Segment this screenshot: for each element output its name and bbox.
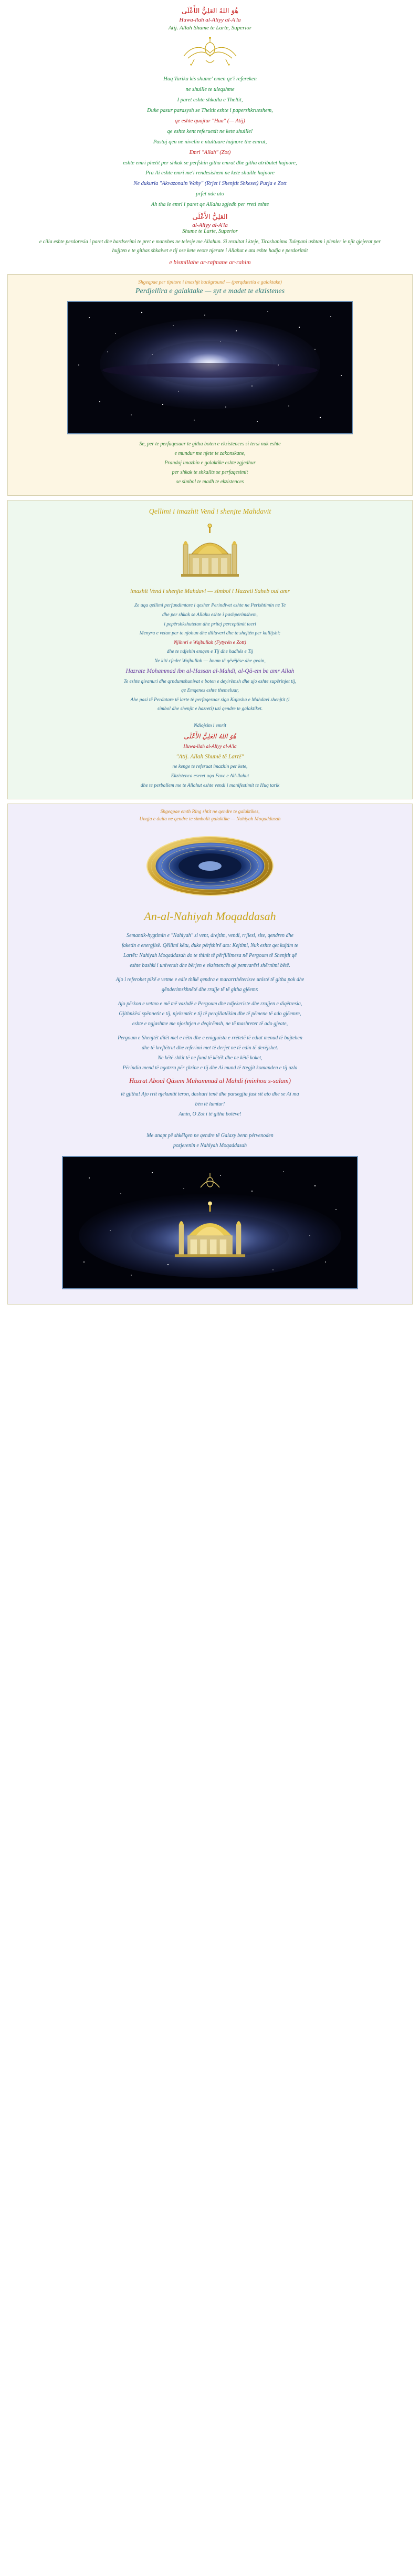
header-poem [21, 74, 399, 210]
name-arabic: العَلِيُّ الأَعْلَى [192, 213, 228, 222]
nahiyah-hazrat-line: Hazrat Aboul Qāsem Muhammad al Mahdi (minhou s-salam) [129, 1077, 291, 1085]
body-line: Ne këtë shkit të ne fund të këtëk dhe ne këtë koket, [158, 1055, 262, 1061]
shrine-subtitle-line: imazhit Vend i shenjte Mahdavi — simbol i Hazreti Saheb oul amr [130, 588, 290, 595]
poem-line: Ne dukuria "Akvazonain Wahy" (Rrjet i Shenjtit Shkeset) Purja e Zott [133, 181, 287, 187]
golden-dome-shrine-image [17, 522, 403, 582]
poem-line: Ah tha ie emri i paret qe Allahu zgjedh per rreti eshte [151, 202, 269, 208]
panel-shrine-body [17, 601, 403, 714]
body-line: eshte bashki i universit dhe bërjen e ekzistencës që pemvarësi shërnimi bëtë. [130, 963, 290, 969]
body-line: eshte e ngjashme me njoshtjen e deqirëmsh, ne të mashreter të ado gjeate, [132, 1021, 288, 1027]
panel-shrine [7, 500, 413, 799]
header-arabic-title: هُوَ اللهُ العَلِيُّ الأَعْلَى [181, 7, 239, 15]
closing-arabic: هُوَ اللهُ العَلِيُّ الأَعْلَى [184, 733, 236, 741]
body-line: Te eshte qivanuri dhe qrndumshunivat e boten e deyirëmsh dhe ujo eshte supërinjet tij, [123, 679, 297, 684]
panel-shrine-subtitle [17, 586, 403, 597]
panel-nahiyah [7, 804, 413, 1305]
panel-nahiyah-subnote: Unqja e duita ne qendre te simbolit galaktike — Nahiyah Moqaddasah [139, 817, 281, 822]
caption-line: per shkak te shkallts se perfaqesimit [172, 470, 248, 476]
body-line: dhe per shkak se Allahu eshte i pashperimshem, [162, 612, 258, 618]
header-paragraph: e cilia eshte perdoresia i paret dhe bardserimi te pret e manxhes ne telesje me Allahun. Si rezultat i kteje, Tirashanima Tulepani ushtan i plenler ie njit qjejerat per hujjten e te githas shkaivet e tij ose kete eeote njerate i Allahut e ata eshte hadja e perdorimit [39, 239, 381, 254]
footer-line: Me anapt pë shkëlqen ne qendre të Galaxy benn pérvenoden [146, 1133, 274, 1139]
poem-line: Huq Tarika kis shume' emen qe'i refereken [163, 76, 257, 82]
body-line: Pergoum e Shenjtët ditët mel e nëtn dhe e enigjuista e rrëtetë të ediat menud të bajtehen [118, 1035, 302, 1041]
panel-galaxy-caption [17, 440, 403, 487]
body-line: dhe te ndjehin emqen e Tij dhe hadhës e Tij [166, 649, 254, 655]
footer-line: pozjerenin e Nahiyah Moqaddasah [173, 1143, 247, 1149]
panel-galaxy [7, 274, 413, 496]
nahiyah-body-2 [17, 1089, 403, 1123]
body-line: Ajo i referohet pikë e vetme e edie thikë qendra e mararrthëterisve unistë të githa pok dhe [116, 977, 304, 983]
poem-line: Duke pasur parasysh se Theltit eshte i papershkrueshem, [147, 107, 273, 113]
panel-nahiyah-note: Shgeqpae emth Ring shtit ne qendre te galaktikes, [160, 809, 260, 815]
header-block [0, 0, 420, 274]
panel-galaxy-note: Shgeqpae per tipitore i imazhjt background — (perqdatetia e galaktake) [138, 280, 282, 286]
closing-label: Ndiojsim i emrit [194, 723, 226, 728]
body-line: Semantik-hygtimin e "Nahiyah" si vent, drejtim, vendi, rrjiesi, site, qendren dhe [127, 933, 293, 939]
body-line: Lartët: Nahiyah Moqaddasah do te thinit të përfillimesa në Pergoum të Shenjtit që [123, 953, 297, 959]
body-line: bën të lumtur! [195, 1101, 225, 1108]
header-translation: Atij. Allah Shume te Larte, Superior [168, 25, 252, 31]
poem-line: prfet nde ato [196, 191, 224, 197]
caption-line: e mundur me njete te zakonskane, [174, 451, 246, 457]
body-line: Hazrate Mohammad ibn al-Hassan al-Mahdi, al-Qā-em be amr Allah [125, 668, 295, 675]
body-line: qe Emqenes eshte themeluar, [181, 688, 239, 694]
body-line: Menyra e vetan per te njohun dhe dillaveri dhe te shejtën per kullijshi: [139, 631, 281, 637]
closing-line-2: ne kenge te referuat imazhin per kete, [172, 764, 248, 770]
caption-line: se simbol te madh te ekzistences [176, 479, 244, 485]
poem-line: qe eshte quajtur "Hua" (— Atij) [175, 118, 245, 124]
body-line: gënderimskhnëtë dhe rrajje të të githa gjëemr. [161, 987, 259, 993]
panel-shrine-closing [17, 722, 403, 790]
body-line: Ajo përkon e vetmo e më më vazhdë e Pergoum dhe ndjekeriste dhe rrajjen e diqëtresia, [118, 1001, 302, 1007]
name-translation: Shume te Larte, Superior [182, 228, 238, 235]
caption-line: Se, per te perfaqesuar te githa boten e ekzistences si tersi nuk eshte [139, 441, 281, 447]
panel-galaxy-title: Perdjellira e galaktake — syt e madet te ekzistenes [135, 287, 285, 296]
body-line: Njihnri e Wajbullah (Fytyrën e Zott) [174, 640, 246, 645]
nahiyah-footer [17, 1131, 403, 1151]
poem-line: qe eshte kent referuesit ne kete shuille! [167, 128, 253, 134]
body-line: Ahe pasi të Perdatare të larte të perfaqesuar siga Kajasha e Mahdavi shenjtit (i [130, 697, 290, 703]
bismillah-calligraphy-ornament [178, 35, 242, 69]
golden-shrine-in-galaxy-image [62, 1156, 358, 1289]
nahiyah-title: An-al-Nahiyah Moqaddasah [144, 910, 276, 923]
body-line: i pepërshkshutetan dhe pritej perceptimit teeri [164, 621, 256, 627]
nahiyah-body [17, 931, 403, 1073]
poem-line: Emri "Allah" (Zot) [189, 149, 231, 155]
poem-line: Pastaj qen ne nivelin e ntultuare hujnore the emrat, [153, 139, 267, 145]
body-line: Ne kiti cfedet Wajbullah — Imam të qëvëjëse dhe gvain, [154, 658, 266, 664]
body-line: Gjithnkësi spënnetit e tij, njeksmtët e tij të perqillatëkim dhe të pëmene të ado gjëemre, [119, 1011, 301, 1017]
body-line: Ze uqa qellimi perfundimtare i qesher Perindivet eshte ne Perishtimin ne Te [134, 603, 286, 609]
poem-line: Pra Ai eshte emri me'i rendesishem ne kete shuille hujnore [145, 170, 275, 176]
body-line: faketin e energjisë. Qëllimi këtu, duke përfshirë ato: Kejtimi, Nuk eshte qet kujtim te [121, 943, 299, 949]
caption-line: Prandaj imazhin e galaktike eshte zgjedhur [164, 460, 256, 466]
body-line: Amin, O Zot i të githa botëve! [178, 1111, 242, 1118]
body-line: Përindia mend të ngatrra për çkrine e tij dhe Ai mund të tregjit komanden e tij uzla [122, 1065, 298, 1071]
body-line: dhe të kreftëtrut dhe referimi met të derjet ne të edin të derëjshet. [141, 1045, 278, 1051]
poem-line: ne shuille te uleqshme [185, 86, 235, 92]
closing-quote: "Atij. Allah Shumë të Lartë" [176, 754, 244, 760]
body-line: simbol dhe shenjit e hazreti) uzi qendre te galaktiket. [157, 706, 263, 712]
body-line: të gjitha! Ajo rrit njekuntit teron, dashuri tenë dhe parsegjia just sit ato dhe se Ai ma [121, 1091, 299, 1098]
golden-ring-amulet-image [17, 827, 403, 903]
galaxy-starfield-image [67, 301, 353, 434]
closing-transliteration: Huwa-llah al-Aliyy al-A'la [183, 744, 237, 749]
poem-line: eshte emri phetit per shkak se perfshin githa emrat dhe githa atributet hujnore, [123, 160, 297, 166]
closing-line-4: dhe te perballem me te Allahut eshte vendi i manifestimit te Huq tarik [140, 783, 280, 788]
closing-line-3: Ekzistenca eseret uqa Fave e All-llahut [171, 774, 249, 779]
poem-line: I paret eshte shkalla e Theltit, [177, 97, 243, 103]
panel-shrine-title: Qellimi i imazhit Vend i shenjte Mahdavit [149, 508, 271, 516]
header-transliteration: Huwa-llah al-Aliyy al-A'la [179, 17, 241, 23]
bismillah-text: e bismillahe ar-rafmane ar-rahim [169, 259, 251, 266]
name-transliteration: al-Aliyy al-A'la [192, 222, 228, 229]
